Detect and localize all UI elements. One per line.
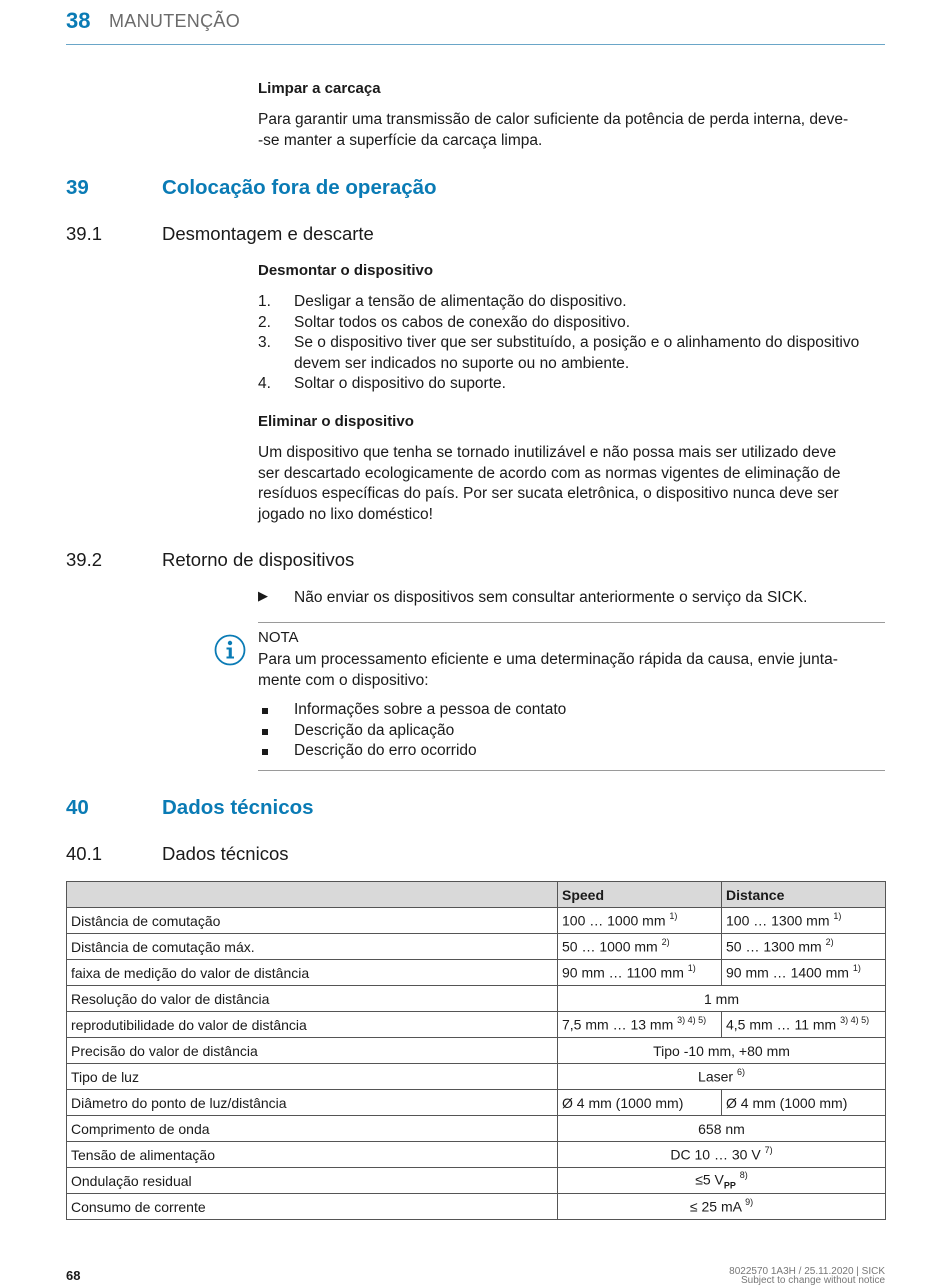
table-header-speed: Speed xyxy=(558,882,722,908)
step-text: Se o dispositivo tiver que ser substituído, a posição e o alinhamento do dispositivo devem ser indicados no suporte ou no ambiente. xyxy=(294,334,860,372)
step-number: 2. xyxy=(258,313,271,331)
value-text: Ø 4 mm (1000 mm) xyxy=(562,1094,684,1111)
table-row xyxy=(67,908,886,934)
section-39-2-number: 39.2 xyxy=(66,549,103,570)
document-id: 8022570 1A3H / 25.11.2020 | SICK xyxy=(729,1266,885,1277)
note-label: NOTA xyxy=(258,629,299,646)
value-text: ≤5 V xyxy=(695,1171,724,1188)
play-arrow-icon: ▶ xyxy=(258,588,268,603)
clean-paragraph xyxy=(258,110,898,151)
footnote-ref: 3) 4) 5) xyxy=(677,1015,707,1026)
table-row xyxy=(67,1064,886,1090)
row-value-distance xyxy=(722,1090,886,1116)
row-value-speed xyxy=(558,1090,722,1116)
bullet-square-icon xyxy=(262,708,268,714)
list-item xyxy=(258,292,888,313)
value-text: 4,5 mm … 11 mm xyxy=(726,1016,837,1033)
row-label: Diâmetro do ponto de luz/distância xyxy=(67,1090,558,1116)
row-value-distance xyxy=(722,908,886,934)
page-header xyxy=(66,6,885,45)
value-text: 50 … 1000 mm xyxy=(562,938,658,955)
footnote-ref: 1) xyxy=(833,911,842,922)
row-value-distance xyxy=(722,960,886,986)
footnote-ref: 1) xyxy=(669,911,678,922)
row-label: Resolução do valor de distância xyxy=(67,986,558,1012)
bullet-text: Informações sobre a pessoa de contato xyxy=(294,701,567,718)
step-number: 4. xyxy=(258,375,271,392)
dispose-line: resíduos específicas do país. Por ser sucata eletrônica, o dispositivo nunca deve ser xyxy=(258,485,839,502)
row-label: Distância de comutação máx. xyxy=(67,934,558,960)
row-label: Distância de comutação xyxy=(67,908,558,934)
clean-line-2: -se manter a superfície da carcaça limpa. xyxy=(258,131,543,149)
dispose-paragraph xyxy=(258,443,898,525)
list-item xyxy=(258,741,858,762)
value-text: 7,5 mm … 13 mm xyxy=(562,1016,674,1033)
row-label: Consumo de corrente xyxy=(67,1194,558,1220)
bullet-square-icon xyxy=(262,749,268,755)
list-item xyxy=(258,721,858,742)
table-header-distance: Distance xyxy=(722,882,886,908)
table-row xyxy=(67,1194,886,1220)
table-row xyxy=(67,960,886,986)
technical-data-table xyxy=(66,881,886,1220)
row-value-speed xyxy=(558,1012,722,1038)
row-value-combined xyxy=(558,1116,886,1142)
row-value-combined xyxy=(558,1064,886,1090)
value-text: 100 … 1000 mm xyxy=(562,912,666,929)
dispose-line: ser descartado ecologicamente de acordo com as normas vigentes de eliminação de xyxy=(258,464,841,482)
list-item xyxy=(258,333,888,374)
value-text: 50 … 1300 mm xyxy=(726,938,822,955)
step-number: 3. xyxy=(258,334,271,351)
step-text: Desligar a tensão de alimentação do dispositivo. xyxy=(294,293,627,310)
value-text: 90 mm … 1100 mm xyxy=(562,964,684,981)
note-top-rule xyxy=(258,622,885,623)
table-row xyxy=(67,1168,886,1194)
footnote-ref: 9) xyxy=(745,1197,754,1208)
table-row xyxy=(67,1142,886,1168)
section-40-1-number: 40.1 xyxy=(66,843,103,864)
row-label: Comprimento de onda xyxy=(67,1116,558,1142)
dismount-subtitle: Desmontar o dispositivo xyxy=(258,262,434,279)
table-row xyxy=(67,1090,886,1116)
table-row xyxy=(67,986,886,1012)
row-label: Precisão do valor de distância xyxy=(67,1038,558,1064)
section-39-number: 39 xyxy=(66,176,89,199)
row-label: Ondulação residual xyxy=(67,1168,558,1194)
value-text: Laser xyxy=(698,1068,734,1085)
row-value-combined xyxy=(558,1194,886,1220)
dispose-line: jogado no lixo doméstico! xyxy=(258,505,433,523)
row-label: Tipo de luz xyxy=(67,1064,558,1090)
chapter-number: 38 xyxy=(66,8,91,33)
clean-subtitle: Limpar a carcaça xyxy=(258,80,381,97)
row-label: Tensão de alimentação xyxy=(67,1142,558,1168)
dispose-subtitle: Eliminar o dispositivo xyxy=(258,413,414,430)
footnote-ref: 2) xyxy=(825,937,834,948)
row-value-distance xyxy=(722,1012,886,1038)
page-number: 68 xyxy=(66,1268,81,1283)
note-line-1: Para um processamento eficiente e uma determinação rápida da causa, envie junta- xyxy=(258,651,838,668)
section-40-title: Dados técnicos xyxy=(162,796,314,819)
bullet-text: Descrição da aplicação xyxy=(294,721,455,739)
value-text: 1 mm xyxy=(704,990,739,1007)
footnote-ref: 3) 4) 5) xyxy=(840,1015,870,1026)
section-40-number: 40 xyxy=(66,796,89,819)
table-header-row xyxy=(67,882,886,908)
row-value-combined xyxy=(558,1168,886,1194)
footnote-ref: 6) xyxy=(736,1067,745,1078)
note-text xyxy=(258,650,888,691)
step-text: Soltar o dispositivo do suporte. xyxy=(294,375,506,392)
section-39-title: Colocação fora de operação xyxy=(162,176,437,199)
section-39-1-title: Desmontagem e descarte xyxy=(162,223,374,244)
list-item xyxy=(258,374,888,395)
value-text: ≤ 25 mA xyxy=(689,1198,742,1215)
row-value-combined xyxy=(558,986,886,1012)
change-notice: Subject to change without notice xyxy=(741,1275,885,1286)
list-item xyxy=(258,700,858,721)
value-text: DC 10 … 30 V xyxy=(670,1146,761,1163)
footnote-ref: 1) xyxy=(687,963,696,974)
value-text: 90 mm … 1400 mm xyxy=(726,964,849,981)
footnote-ref: 1) xyxy=(852,963,861,974)
step-text: Soltar todos os cabos de conexão do dispositivo. xyxy=(294,313,631,331)
row-value-distance xyxy=(722,934,886,960)
row-label: reprodutibilidade do valor de distância xyxy=(67,1012,558,1038)
value-subscript: PP xyxy=(723,1180,736,1191)
dismount-steps xyxy=(258,292,888,395)
footnote-ref: 2) xyxy=(661,937,670,948)
table-header-cell xyxy=(67,882,558,908)
step-number: 1. xyxy=(258,293,271,310)
value-text: 658 nm xyxy=(698,1120,745,1137)
note-bullets xyxy=(258,700,858,762)
row-value-speed xyxy=(558,934,722,960)
row-label: faixa de medição do valor de distância xyxy=(67,960,558,986)
note-line-2: mente com o dispositivo: xyxy=(258,671,429,689)
chapter-title: MANUTENÇÃO xyxy=(109,11,241,31)
note-bottom-rule xyxy=(258,770,885,771)
table-row xyxy=(67,1012,886,1038)
dispose-line: Um dispositivo que tenha se tornado inutilizável e não possa mais ser utilizado deve xyxy=(258,444,837,461)
section-39-2-title: Retorno de dispositivos xyxy=(162,549,355,570)
value-text: 100 … 1300 mm xyxy=(726,912,830,929)
list-item xyxy=(258,313,888,334)
value-text: Tipo -10 mm, +80 mm xyxy=(653,1042,790,1059)
bullet-square-icon xyxy=(262,729,268,735)
section-39-1-number: 39.1 xyxy=(66,223,103,244)
row-value-speed xyxy=(558,960,722,986)
return-instruction: Não enviar os dispositivos sem consultar anteriormente o serviço da SICK. xyxy=(294,589,808,606)
row-value-combined xyxy=(558,1142,886,1168)
table-row xyxy=(67,1116,886,1142)
section-40-1-title: Dados técnicos xyxy=(162,843,289,864)
info-icon xyxy=(214,634,246,666)
footnote-ref: 7) xyxy=(764,1145,773,1156)
clean-line-1: Para garantir uma transmissão de calor suficiente da potência de perda interna, deve- xyxy=(258,111,849,128)
row-value-combined xyxy=(558,1038,886,1064)
value-text: Ø 4 mm (1000 mm) xyxy=(726,1094,848,1111)
table-row xyxy=(67,934,886,960)
bullet-text: Descrição do erro ocorrido xyxy=(294,742,477,759)
table-row xyxy=(67,1038,886,1064)
row-value-speed xyxy=(558,908,722,934)
footnote-ref: 8) xyxy=(739,1169,748,1180)
